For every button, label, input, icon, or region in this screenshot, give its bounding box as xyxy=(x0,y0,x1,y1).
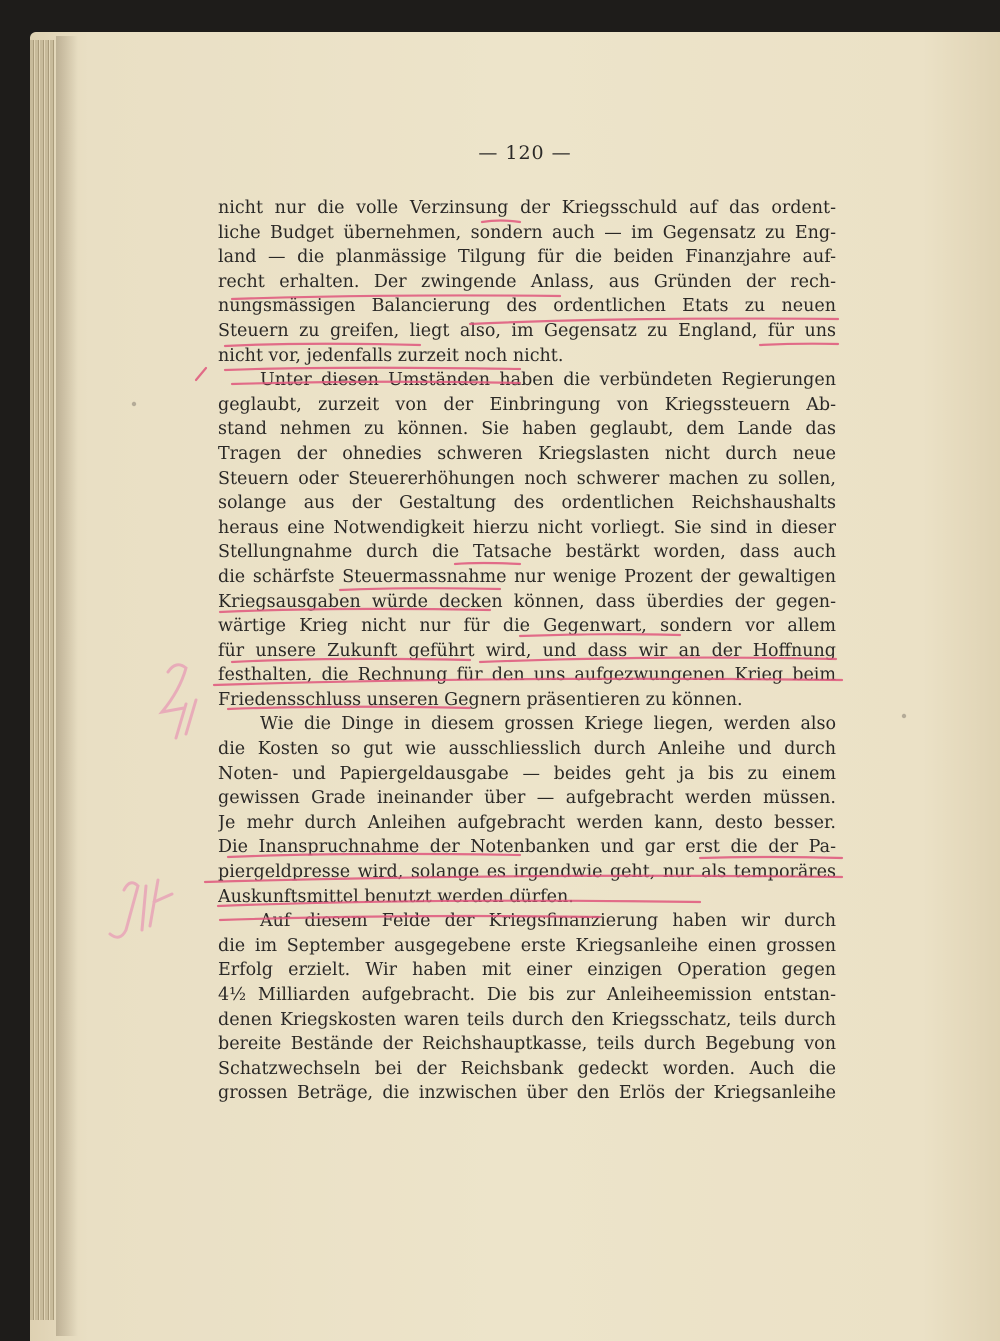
text-line: Friedensschluss unseren Gegnern präsentieren zu können. xyxy=(218,689,743,710)
text-line: gewissen Grade ineinander über — aufgebracht werden müssen. xyxy=(218,788,836,809)
text-line: Noten- und Papiergeldausgabe — beides geht ja bis zu einem xyxy=(218,763,836,784)
text-line: nicht nur die volle Verzinsung der Kriegsschuld auf das ordent- xyxy=(218,198,836,218)
text-line: piergeldpresse wird, solange es irgendwie geht, nur als temporäres xyxy=(218,862,836,883)
text-line: die Kosten so gut wie ausschliesslich durch Anleihe und durch xyxy=(218,739,836,760)
text-line: land — die planmässige Tilgung für die beiden Finanzjahre auf- xyxy=(218,247,836,268)
text-line: stand nehmen zu können. Sie haben geglaubt, dem Lande das xyxy=(218,419,836,440)
text-line: Steuern zu greifen, liegt also, im Gegensatz zu England, für uns xyxy=(218,320,836,341)
page-edge xyxy=(30,40,34,1320)
text-line: Wie die Dinge in diesem grossen Kriege liegen, werden also xyxy=(260,714,836,735)
page-number: — 120 — xyxy=(478,142,572,164)
text-line: recht erhalten. Der zwingende Anlass, aus Gründen der rech- xyxy=(218,271,836,292)
text-line: liche Budget übernehmen, sondern auch — im Gegensatz zu Eng- xyxy=(218,222,836,243)
text-line: bereite Bestände der Reichshauptkasse, teils durch Begebung von xyxy=(218,1034,836,1055)
text-line: für unsere Zukunft geführt wird, und dass wir an der Hoffnung xyxy=(218,640,836,661)
text-line: Auskunftsmittel benutzt werden dürfen. xyxy=(218,886,574,907)
text-line: nicht vor, jedenfalls zurzeit noch nicht. xyxy=(218,345,564,366)
text-line: Erfolg erzielt. Wir haben mit einer einzigen Operation gegen xyxy=(218,960,836,981)
text-line: heraus eine Notwendigkeit hierzu nicht vorliegt. Sie sind in dieser xyxy=(218,517,836,538)
text-line: nungsmässigen Balancierung des ordentlichen Etats zu neuen xyxy=(218,296,836,317)
text-line: Je mehr durch Anleihen aufgebracht werden kann, desto besser. xyxy=(218,812,836,833)
text-line: Kriegsausgaben würde decken können, dass überdies der gegen- xyxy=(218,591,836,612)
text-line: Die Inanspruchnahme der Notenbanken und gar erst die der Pa- xyxy=(218,837,836,858)
text-line: die im September ausgegebene erste Kriegsanleihe einen grossen xyxy=(218,935,836,956)
page-edge xyxy=(40,40,44,1320)
text-line: grossen Beträge, die inzwischen über den Erlös der Kriegsanleihe xyxy=(218,1083,836,1104)
text-line: festhalten, die Rechnung für den uns aufgezwungenen Krieg beim xyxy=(218,665,836,686)
text-line: Tragen der ohnedies schweren Kriegslasten nicht durch neue xyxy=(218,443,836,464)
text-line: Schatzwechseln bei der Reichsbank gedeckt worden. Auch die xyxy=(218,1058,836,1079)
page-edge xyxy=(45,40,49,1320)
text-line: die schärfste Steuermassnahme nur wenige Prozent der gewaltigen xyxy=(218,566,836,587)
text-line: denen Kriegskosten waren teils durch den Kriegsschatz, teils durch xyxy=(218,1009,836,1030)
text-line: geglaubt, zurzeit von der Einbringung von Kriegssteuern Ab- xyxy=(218,394,836,415)
page-edge xyxy=(35,40,39,1320)
text-line: Steuern oder Steuererhöhungen noch schwerer machen zu sollen, xyxy=(218,468,836,489)
text-line: Unter diesen Umständen haben die verbündeten Regierungen xyxy=(260,370,836,391)
text-line: 4½ Milliarden aufgebracht. Die bis zur Anleiheemission entstan- xyxy=(218,985,836,1005)
gutter-shadow xyxy=(56,36,78,1336)
text-line: solange aus der Gestaltung des ordentlichen Reichshaushalts xyxy=(218,493,836,514)
text-line: Stellungnahme durch die Tatsache bestärkt worden, dass auch xyxy=(218,542,836,563)
body-text xyxy=(218,196,836,1106)
page-edge xyxy=(50,40,54,1320)
text-line: Auf diesem Felde der Kriegsfinanzierung haben wir durch xyxy=(260,911,836,932)
text-line: wärtige Krieg nicht nur für die Gegenwart, sondern vor allem xyxy=(218,616,836,637)
